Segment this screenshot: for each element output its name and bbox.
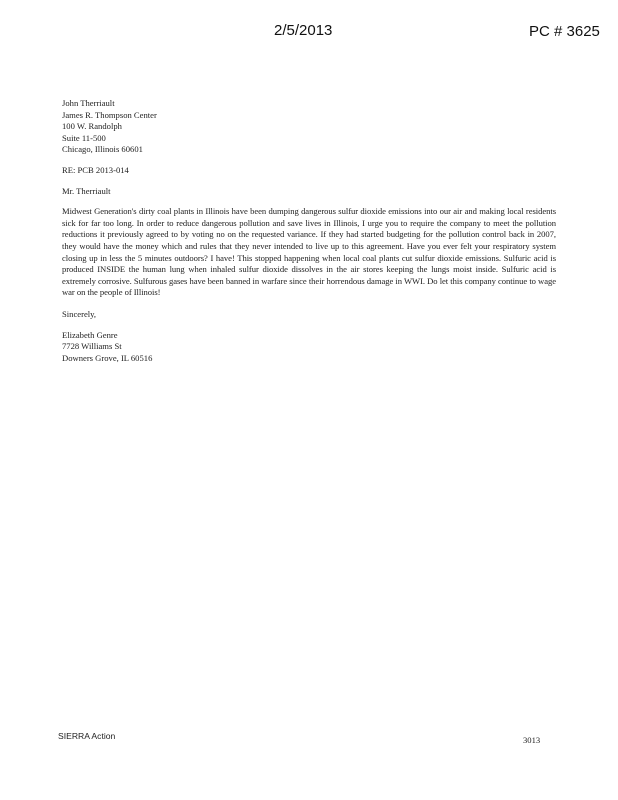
footer-page-code: 3013	[523, 735, 541, 745]
recipient-city: Chicago, Illinois 60601	[62, 144, 143, 155]
recipient-building: James R. Thompson Center	[62, 109, 157, 120]
salutation: Mr. Therriault	[62, 185, 111, 196]
signer-city: Downers Grove, IL 60516	[62, 352, 153, 363]
footer-source: SIERRA Action	[58, 731, 116, 741]
letter-paragraph: Midwest Generation's dirty coal plants in Illinois have been dumping dangerous sulfur dioxide emissions into our air and making local residents sick for far too long. In order to reduce dangerous pollution and save lives in Illinois, I urge you to require the company to meet the pollution reductions it previously agreed to by voting no on the requested variance. If they had started budgeting for the pollution control back in 2007, they would have the money which and rules that they never intended to live up to this agreement. Have you ever felt your respiratory system closing up in less the 5 minutes outdoors? I have! This stopped happening when local coal plants cut sulfur dioxide emissions. Sulfuric acid is produced INSIDE the human lung when inhaled sulfur dioxide dissolves in the air stores keeping the lungs moist inside. Sulfuric acid is extremely corrosive. Sulfurous gases have been banned in warfare since their horrendous damage in WWI. Do let this company continue to wage war on the people of Illinois!	[62, 206, 556, 298]
recipient-street: 100 W. Randolph	[62, 121, 122, 132]
recipient-suite: Suite 11-500	[62, 132, 106, 143]
recipient-name: John Therriault	[62, 98, 115, 108]
signer-street: 7728 Williams St	[62, 341, 122, 352]
signer-name: Elizabeth Genre	[62, 329, 118, 340]
signature-block	[62, 330, 556, 365]
public-comment-number: PC # 3625	[529, 23, 600, 40]
closing: Sincerely,	[62, 308, 97, 319]
header-date: 2/5/2013	[274, 22, 333, 39]
letter-body	[62, 98, 556, 364]
re-line: RE: PCB 2013-014	[62, 164, 129, 175]
recipient-address	[62, 98, 556, 156]
